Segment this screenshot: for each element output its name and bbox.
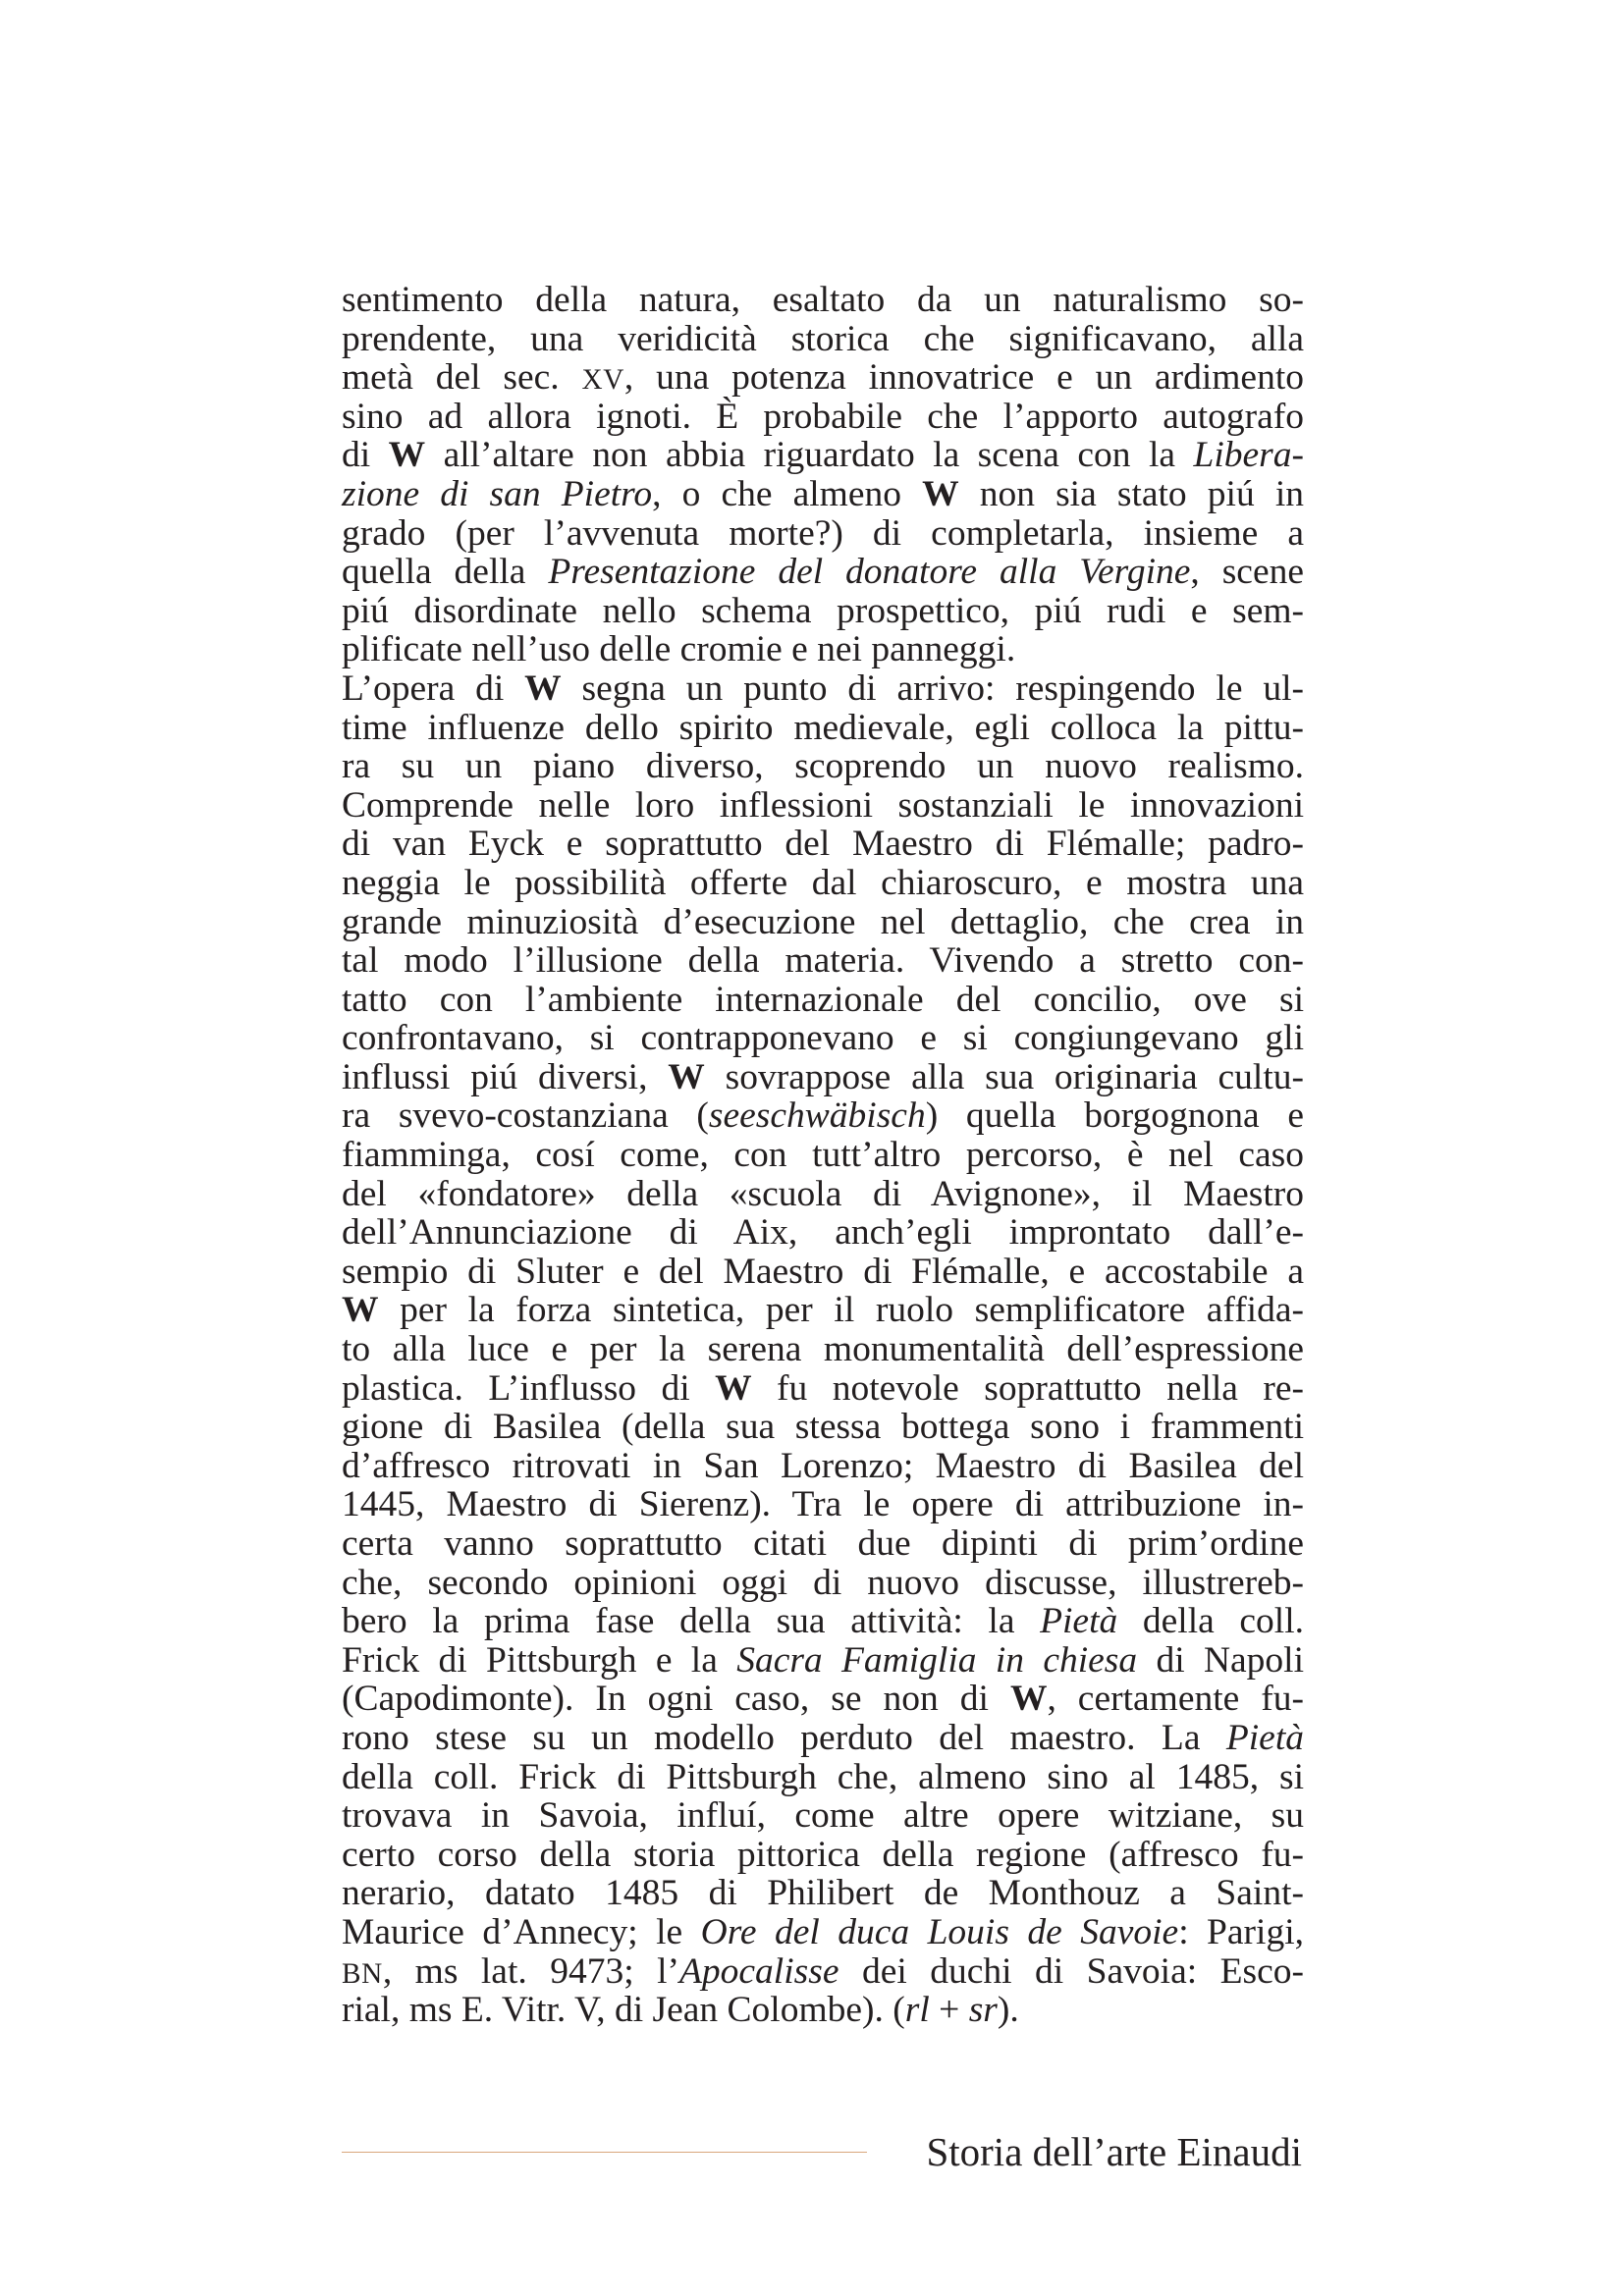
text-run: neggia le possibilità offerte dal chiaroscuro, e mostra una	[342, 862, 1304, 903]
text-run: certa vanno soprattutto citati due dipinti di prim’ordine	[342, 1523, 1304, 1564]
text-run: metà del sec.	[342, 357, 582, 399]
text-run: dei duchi di Savoia: Esco-	[839, 1950, 1304, 1992]
text-run: della coll.	[1117, 1601, 1305, 1642]
bold-run: W	[922, 473, 959, 514]
footer-title: Storia dell’arte Einaudi	[926, 2129, 1302, 2174]
text-run: , certamente fu-	[1047, 1679, 1304, 1720]
text-line	[342, 1641, 1304, 1681]
text-run: 1445, Maestro di Sierenz). Tra le opere di attribuzione in-	[342, 1484, 1304, 1525]
italic-run: seeschwäbisch	[708, 1095, 926, 1137]
text-line	[342, 1564, 1304, 1603]
bold-run: W	[342, 1290, 379, 1331]
text-line	[342, 1602, 1304, 1641]
text-line	[342, 941, 1304, 981]
text-run: , una potenza innovatrice e un ardimento	[623, 357, 1304, 399]
text-run: quella della	[342, 552, 549, 593]
bold-run: W	[1009, 1679, 1048, 1720]
text-run: della coll. Frick di Pittsburgh che, almeno sino al 1485, si	[342, 1756, 1304, 1797]
text-line	[342, 1485, 1304, 1524]
text-line	[342, 1175, 1304, 1214]
text-run: Comprende nelle loro inflessioni sostanziali le innovazioni	[342, 784, 1304, 826]
text-run: certo corso della storia pittorica della regione (affresco fu-	[342, 1834, 1304, 1875]
text-run: confrontavano, si contrapponevano e si congiungevano gli	[342, 1018, 1304, 1059]
text-run: , o che almeno	[652, 473, 923, 514]
text-line	[342, 1253, 1304, 1292]
text-run: , ms lat. 9473; l’	[382, 1950, 679, 1992]
italic-run: Pietà	[1225, 1717, 1304, 1758]
italic-run: Sacra Famiglia in chiesa	[736, 1639, 1138, 1681]
text-line	[342, 358, 1304, 398]
text-run: per la forza sintetica, per il ruolo semplificatore affida-	[378, 1290, 1304, 1331]
bold-run: W	[524, 667, 562, 709]
text-line	[342, 630, 1304, 669]
text-run: dell’Annunciazione di Aix, anch’egli improntato dall’e-	[342, 1212, 1304, 1254]
text-run: rial, ms E. Vitr. V, di Jean Colombe). (	[342, 1990, 905, 2031]
text-run: ra su un piano diverso, scoprendo un nuovo realismo.	[342, 746, 1304, 787]
italic-run: zione di san Pietro	[342, 473, 653, 514]
text-line	[342, 1136, 1304, 1175]
text-run: trovava in Savoia, influí, come altre opere witziane, su	[342, 1795, 1304, 1837]
body-text	[342, 281, 1304, 2030]
text-line	[342, 1836, 1304, 1875]
text-run: non sia stato piú in	[958, 473, 1304, 514]
bold-run: W	[668, 1056, 705, 1097]
italic-run: Presentazione del donatore alla Vergine	[548, 552, 1191, 593]
text-line	[342, 1213, 1304, 1253]
text-line	[342, 1408, 1304, 1447]
text-run: ).	[997, 1990, 1019, 2031]
text-line	[342, 1758, 1304, 1797]
text-run: piú disordinate nello schema prospettico, piú rudi e sem-	[342, 590, 1304, 631]
text-line	[342, 1096, 1304, 1136]
text-run: influssi piú diversi,	[342, 1056, 669, 1097]
text-line	[342, 825, 1304, 864]
text-line	[342, 1330, 1304, 1369]
text-run: tal modo l’illusione della materia. Vivendo a stretto con-	[342, 940, 1304, 982]
text-run: ra svevo-costanziana (	[342, 1095, 709, 1137]
text-line	[342, 981, 1304, 1020]
italic-run: Pietà	[1040, 1601, 1118, 1642]
text-run: plificate nell’uso delle cromie e nei panneggi.	[342, 629, 1016, 670]
text-line	[342, 475, 1304, 514]
bold-run: W	[715, 1367, 752, 1409]
text-run: grado (per l’avvenuta morte?) di completarla, insieme a	[342, 512, 1304, 554]
text-run: gione di Basilea (della sua stessa bottega sono i frammenti	[342, 1407, 1304, 1448]
text-line	[342, 747, 1304, 786]
text-run: +	[929, 1990, 969, 2031]
text-line	[342, 592, 1304, 631]
text-line	[342, 669, 1304, 709]
text-run: fu notevole soprattutto nella re-	[751, 1367, 1305, 1409]
text-run: ) quella borgognona e	[925, 1095, 1305, 1137]
text-line	[342, 320, 1304, 359]
italic-run: Apocalisse	[679, 1950, 839, 1992]
text-run: Maurice d’Annecy; le	[342, 1911, 701, 1952]
text-line	[342, 1291, 1304, 1330]
text-run: del «fondatore» della «scuola di Avignone», il Maestro	[342, 1173, 1304, 1214]
text-run: d’affresco ritrovati in San Lorenzo; Maestro di Basilea del	[342, 1445, 1304, 1486]
bold-run: W	[388, 435, 426, 476]
text-run: prendente, una veridicità storica che significavano, alla	[342, 318, 1304, 359]
text-line	[342, 514, 1304, 554]
text-line	[342, 1019, 1304, 1058]
italic-run: Ore del duca Louis de Savoie	[700, 1911, 1179, 1952]
text-run: Frick di Pittsburgh e la	[342, 1639, 737, 1681]
small-caps-run: XV	[581, 364, 624, 397]
text-run: sovrappose alla sua originaria cultu-	[704, 1056, 1304, 1097]
text-run: to alla luce e per la serena monumentalità dell’espressione	[342, 1329, 1304, 1370]
text-run: di van Eyck e soprattutto del Maestro di Flémalle; padro-	[342, 824, 1304, 865]
text-line	[342, 281, 1304, 320]
italic-run: sr	[968, 1990, 998, 2031]
text-run: nerario, datato 1485 di Philibert de Monthouz a Saint-	[342, 1873, 1304, 1914]
footer-rule	[342, 2152, 867, 2153]
text-run: fiamminga, cosí come, con tutt’altro percorso, è nel caso	[342, 1135, 1304, 1176]
text-run: che, secondo opinioni oggi di nuovo discusse, illustrereb-	[342, 1562, 1304, 1603]
text-line	[342, 786, 1304, 826]
text-run: plastica. L’influsso di	[342, 1367, 716, 1409]
text-line	[342, 1369, 1304, 1409]
text-line	[342, 1796, 1304, 1836]
text-run: L’opera di	[342, 667, 525, 709]
text-line	[342, 1524, 1304, 1564]
text-line	[342, 1680, 1304, 1719]
text-run: sentimento della natura, esaltato da un naturalismo so-	[342, 280, 1304, 320]
text-run: grande minuziosità d’esecuzione nel dettaglio, che crea in	[342, 901, 1304, 942]
text-run: : Parigi,	[1178, 1911, 1304, 1952]
italic-run: rl	[904, 1990, 930, 2031]
text-run: sino ad allora ignoti. È probabile che l’apporto autografo	[342, 396, 1304, 437]
text-line	[342, 1913, 1304, 1952]
small-caps-run: BN	[342, 1957, 383, 1990]
text-run: (Capodimonte). In ogni caso, se non di	[342, 1679, 1010, 1720]
text-line	[342, 436, 1304, 475]
text-run: sempio di Sluter e del Maestro di Flémalle, e accostabile a	[342, 1251, 1304, 1292]
text-run: di	[342, 435, 389, 476]
text-line	[342, 864, 1304, 903]
text-line	[342, 1952, 1304, 1992]
text-line	[342, 1447, 1304, 1486]
text-run: , scene	[1190, 552, 1304, 593]
text-run: bero la prima fase della sua attività: la	[342, 1601, 1041, 1642]
text-line	[342, 903, 1304, 942]
text-run: rono stese su un modello perduto del maestro. La	[342, 1717, 1226, 1758]
text-run: time influenze dello spirito medievale, egli colloca la pittu-	[342, 707, 1304, 748]
italic-run: Libera-	[1193, 435, 1304, 476]
text-line	[342, 1991, 1304, 2030]
text-run: tatto con l’ambiente internazionale del concilio, ove si	[342, 979, 1304, 1020]
text-line	[342, 1719, 1304, 1758]
text-run: di Napoli	[1137, 1639, 1305, 1681]
text-line	[342, 398, 1304, 437]
text-line	[342, 1058, 1304, 1097]
text-run: segna un punto di arrivo: respingendo le ul-	[561, 667, 1305, 709]
text-line	[342, 1874, 1304, 1913]
text-line	[342, 709, 1304, 748]
text-run: all’altare non abbia riguardato la scena con la	[425, 435, 1194, 476]
text-line	[342, 553, 1304, 592]
